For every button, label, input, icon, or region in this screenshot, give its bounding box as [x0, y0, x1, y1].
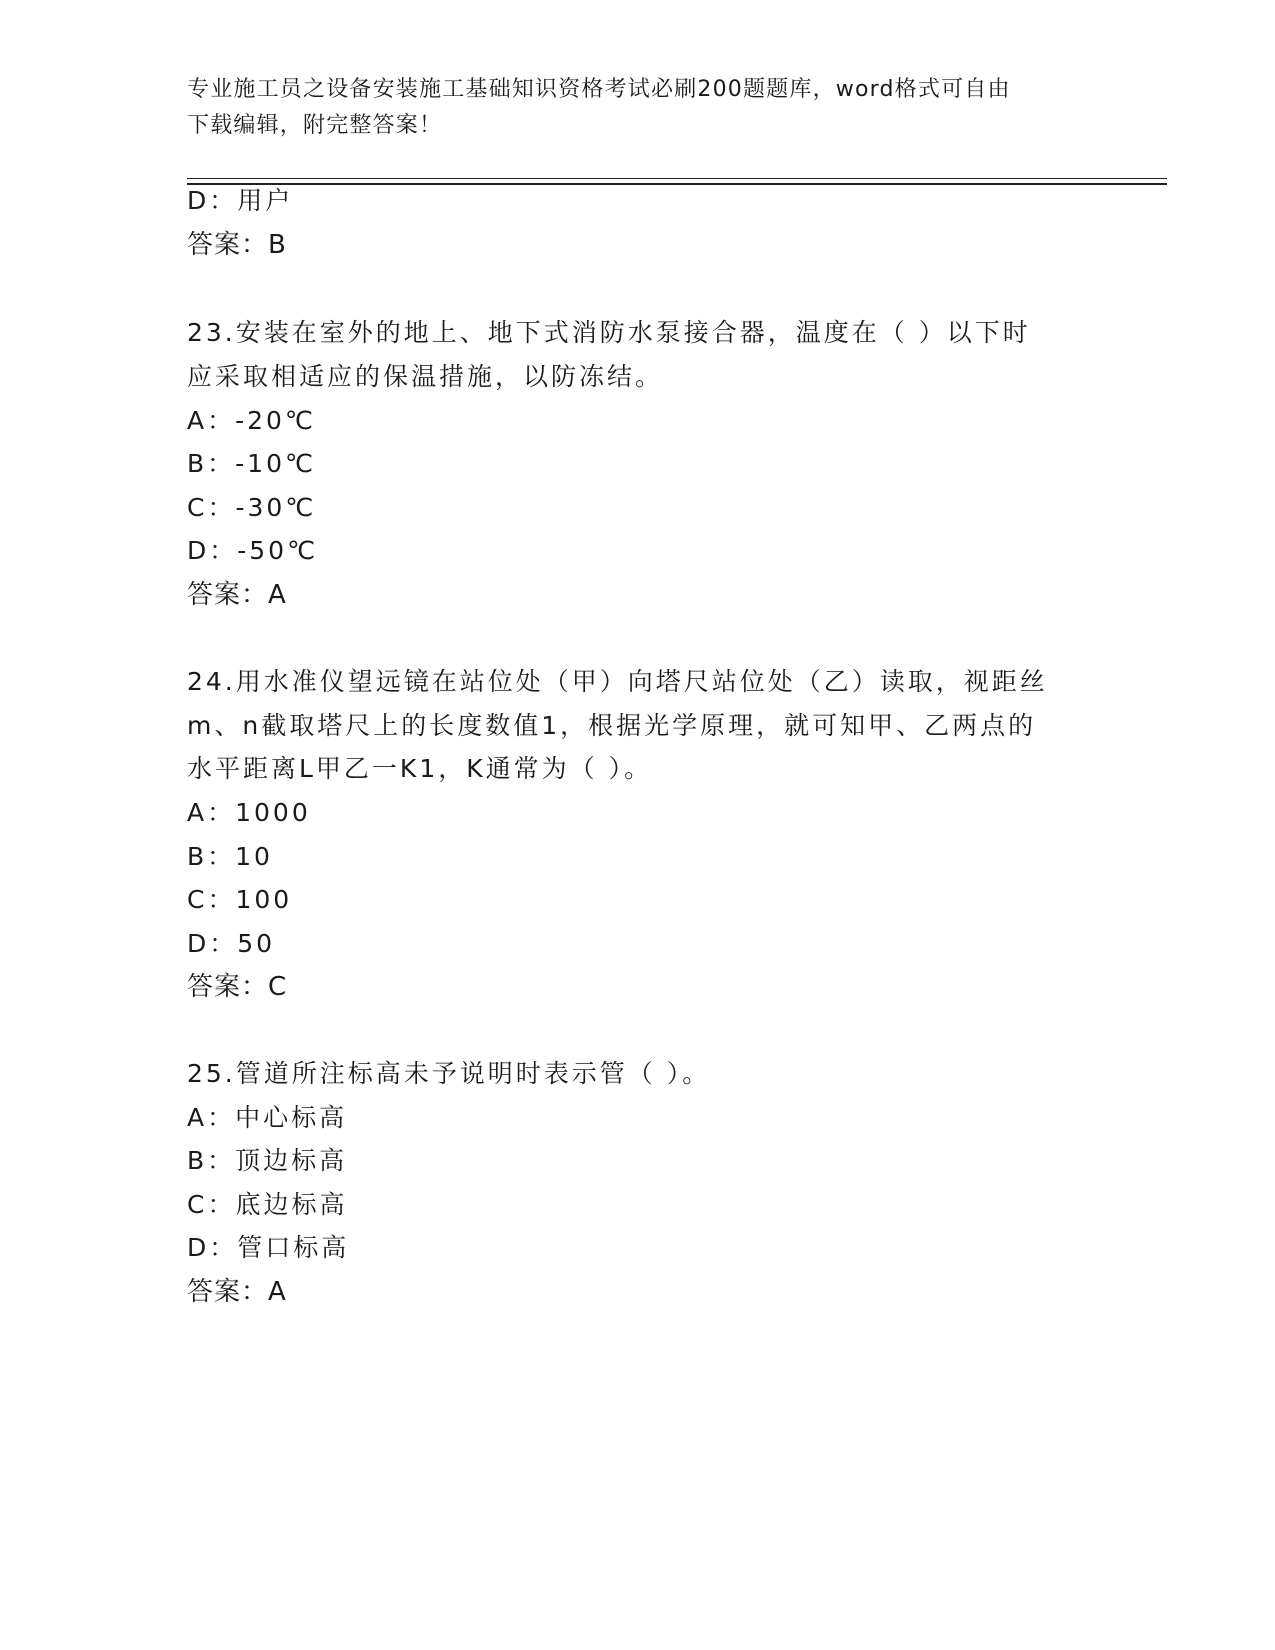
q23-option-d: D：-50℃	[187, 536, 319, 565]
q25-option-b: B：顶边标高	[187, 1146, 348, 1175]
q25-answer: 答案：A	[187, 1277, 287, 1307]
header-title-line-1: 专业施工员之设备安装施工基础知识资格考试必刷200题题库，word格式可自由	[187, 77, 1011, 102]
document-header	[187, 72, 1067, 144]
q25-stem-line-1: 25.管道所注标高未予说明时表示管（ ）。	[187, 1059, 711, 1088]
q25-option-a: A：中心标高	[187, 1103, 348, 1132]
header-title-line-2: 下载编辑，附完整答案！	[187, 113, 443, 138]
q24-stem-line-1: 24.用水准仪望远镜在站位处（甲）向塔尺站位处（乙）读取，视距丝	[187, 667, 1048, 696]
q23-option-b: B：-10℃	[187, 449, 317, 478]
q24-option-d: D：50	[187, 929, 276, 958]
header-divider-thin	[187, 178, 1167, 179]
q23-answer: 答案：A	[187, 580, 287, 610]
q24-stem-line-2: m、n截取塔尺上的长度数值1，根据光学原理，就可知甲、乙两点的	[187, 711, 1037, 740]
q24-option-a: A：1000	[187, 798, 311, 827]
q25-option-d: D：管口标高	[187, 1233, 350, 1262]
q24-stem-line-3: 水平距离L甲乙一K1，K通常为（ ）。	[187, 754, 653, 783]
q24-answer: 答案：C	[187, 972, 288, 1002]
q23-stem-line-1: 23.安装在室外的地上、地下式消防水泵接合器，温度在（ ）以下时	[187, 318, 1031, 347]
q23-option-a: A：-20℃	[187, 406, 317, 435]
q24-option-b: B：10	[187, 842, 273, 871]
header-divider-thick	[187, 183, 1167, 185]
prev-option-d: D：用户	[187, 186, 294, 215]
q23-stem-line-2: 应采取相适应的保温措施，以防冻结。	[187, 362, 664, 391]
q23-option-c: C：-30℃	[187, 493, 317, 522]
prev-answer: 答案：B	[187, 230, 287, 260]
q24-option-c: C：100	[187, 885, 293, 914]
q25-option-c: C：底边标高	[187, 1190, 348, 1219]
